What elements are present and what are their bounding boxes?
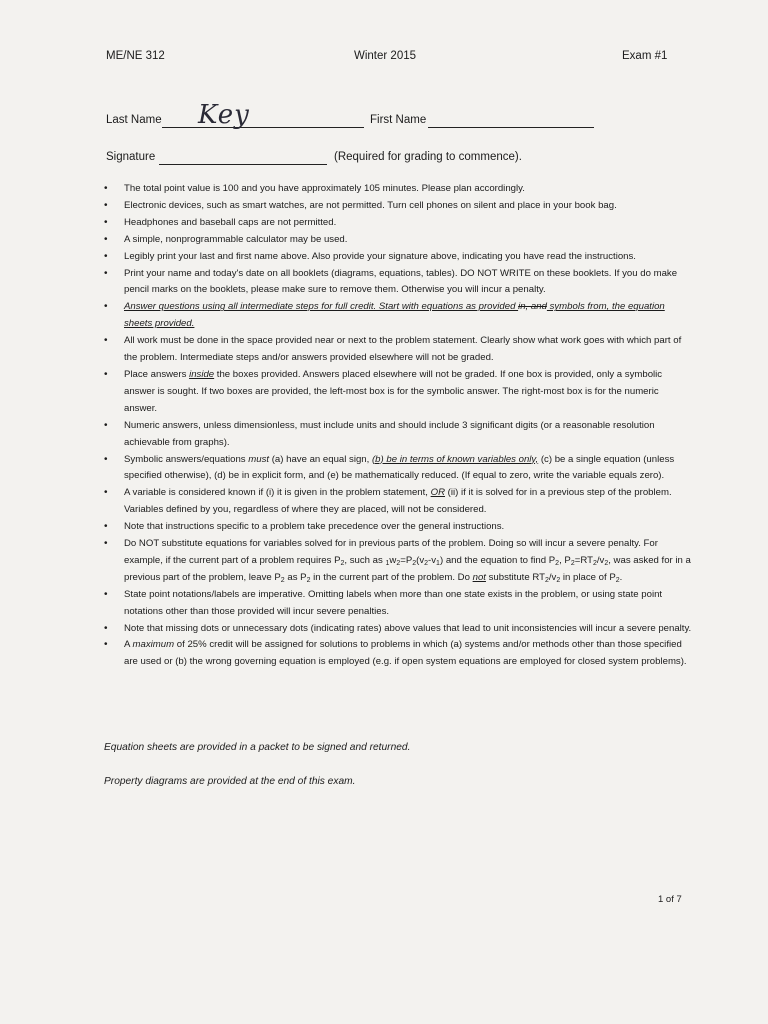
bullet-icon: • <box>104 419 108 431</box>
equation-sheets-note: Equation sheets are provided in a packet to be signed and returned. <box>104 742 411 753</box>
exam-number: Exam #1 <box>622 50 668 62</box>
first-name-field[interactable] <box>428 127 594 128</box>
bullet-icon: • <box>104 622 108 634</box>
bullet-icon: • <box>104 487 108 499</box>
bullet-icon: • <box>104 639 108 651</box>
instruction-item: • All work must be done in the space provided near or next to the problem statement. Clearly show what work goes with which part of the problem. Intermediate steps and/or answers provided elsewhere will not be graded. <box>104 335 682 364</box>
bullet-icon: • <box>104 335 108 347</box>
first-name-label: First Name <box>370 114 427 126</box>
bullet-icon: • <box>104 250 108 262</box>
page-number: 1 of 7 <box>658 894 682 905</box>
bullet-icon: • <box>104 233 108 245</box>
last-name-field[interactable] <box>162 127 364 128</box>
signature-note: (Required for grading to commence). <box>334 151 522 163</box>
instruction-item: • Legibly print your last and first name above. Also provide your signature above, indicating you have read the instructions. <box>104 249 694 266</box>
bullet-icon: • <box>104 267 108 279</box>
last-name-handwriting: Key <box>198 100 250 130</box>
instructions-list <box>104 181 694 671</box>
instruction-item: • State point notations/labels are imperative. Omitting labels when more than one state exists in the problem, or using state point notations other than those provided will incur severe penalties. <box>104 588 663 617</box>
signature-row <box>106 151 626 167</box>
instruction-item: • Numeric answers, unless dimensionless, must include units and should include 3 significant digits (or a reasonable resolution achievable from graphs). <box>104 419 655 448</box>
bullet-icon: • <box>104 216 108 228</box>
name-row <box>106 100 626 130</box>
bullet-icon: • <box>104 453 108 465</box>
instruction-item: • Symbolic answers/equations must (a) have an equal sign, (b) be in terms of known variables only, (c) be a single equation (unless specified otherwise), (d) be in explicit form, and (e) be mathematically reduced. (If equal to zero, write the variable equals zero). <box>104 453 675 482</box>
instruction-item: • A maximum of 25% credit will be assigned for solutions to problems in which (a) systems and/or methods other than those specified are used or (b) the wrong governing equation is employed (e.g. if open system equations are employed for closed system problems). <box>104 639 687 668</box>
instruction-item: • Electronic devices, such as smart watches, are not permitted. Turn cell phones on silent and place in your book bag. <box>104 198 694 215</box>
bullet-icon: • <box>104 521 108 533</box>
instruction-item: • Note that missing dots or unnecessary dots (indicating rates) above values that lead to unit inconsistencies will incur a severe penalty. <box>104 621 694 638</box>
instruction-item: • Note that instructions specific to a problem take precedence over the general instructions. <box>104 519 694 536</box>
instruction-item: • Place answers inside the boxes provided. Answers placed elsewhere will not be graded. If one box is provided, only a symbolic answer is sought. If two boxes are provided, the left-most box is for the symbolic answer. The right-most box is for the numeric answer. <box>104 368 663 414</box>
instruction-item: • A variable is considered known if (i) it is given in the problem statement, OR (ii) if it is solved for in a previous step of the problem. Variables defined by you, regardless of where they are placed, will not be considered. <box>104 487 672 516</box>
bullet-icon: • <box>104 538 108 550</box>
instruction-item: • Answer questions using all intermediate steps for full credit. Start with equations as provided in, and symbols from, the equation sheets provided. <box>104 301 665 330</box>
signature-label: Signature <box>106 151 156 163</box>
instruction-item: • The total point value is 100 and you have approximately 105 minutes. Please plan accordingly. <box>104 181 694 198</box>
last-name-label: Last Name <box>106 114 162 126</box>
signature-field[interactable] <box>159 164 327 165</box>
bullet-icon: • <box>104 588 108 600</box>
term: Winter 2015 <box>354 50 417 62</box>
bullet-icon: • <box>104 183 108 194</box>
instruction-item: • A simple, nonprogrammable calculator may be used. <box>104 232 694 249</box>
bullet-icon: • <box>104 199 108 211</box>
property-diagrams-note: Property diagrams are provided at the end of this exam. <box>104 776 356 787</box>
bullet-icon: • <box>104 368 108 380</box>
course-code: ME/NE 312 <box>106 50 165 62</box>
instruction-item: • Headphones and baseball caps are not permitted. <box>104 215 694 232</box>
bullet-icon: • <box>104 301 108 313</box>
instruction-item: • Print your name and today's date on all booklets (diagrams, equations, tables). DO NOT WRITE on these booklets. If you do make pencil marks on the booklets, please make sure to remove them. Otherwise you will incur a penalty. <box>104 267 678 296</box>
instruction-item: • Do NOT substitute equations for variables solved for in previous parts of the problem. Doing so will incur a severe penalty. For example, if the current part of a problem requires $P_2$, such as $_1w_2=P_2(v_2-v_1)$ and the equation to find $P_2$, $P_2=RT_2/v_2$, was asked for in a previous part of the problem, leave $P_2$ as $P_2$ in the current part of the problem. Do not substitute $RT_2/v_2$ in place of $P_2$. <box>104 538 691 584</box>
